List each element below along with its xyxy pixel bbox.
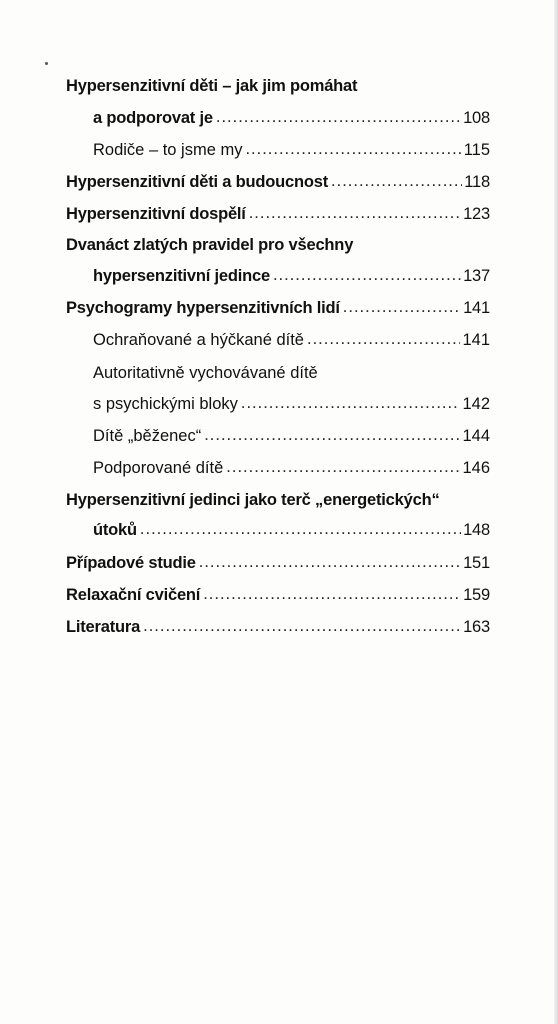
dot-leader: [204, 423, 460, 447]
toc-entry-title: Literatura: [66, 618, 141, 636]
toc-page-number: 108: [463, 109, 490, 127]
toc-entry-title: a podporovat je: [93, 109, 213, 127]
toc-entry: [66, 615, 490, 639]
print-speck: [45, 62, 48, 65]
toc-page-number: 123: [463, 205, 490, 223]
dot-leader: [331, 169, 462, 193]
toc-entry-title: Relaxační cvičení: [66, 586, 201, 604]
toc-entry-title: Podporované dítě: [93, 459, 224, 477]
toc-page-number: 115: [463, 141, 490, 159]
toc-page-number: 142: [462, 395, 490, 413]
toc-page-number: 118: [464, 173, 490, 191]
dot-leader: [307, 327, 460, 351]
toc-page-number: 146: [462, 459, 490, 477]
toc-entry-title: Dvanáct zlatých pravidel pro všechny: [66, 236, 354, 254]
toc-page-number: 144: [462, 427, 490, 445]
dot-leader: [203, 582, 461, 606]
dot-leader: [245, 137, 461, 161]
toc-entry-title: Hypersenzitivní dospělí: [66, 205, 246, 223]
toc-entry-heading: [93, 361, 490, 385]
dot-leader: [226, 455, 460, 479]
toc-entry: [66, 296, 490, 320]
toc-entry-title: Hypersenzitivní děti a budoucnost: [66, 173, 329, 191]
toc-entry-title: s psychickými bloky: [93, 395, 238, 413]
dot-leader: [241, 391, 461, 415]
toc-entry: [66, 551, 490, 575]
toc-entry-title: Rodiče – to jsme my: [93, 141, 243, 159]
toc-entry-title: hypersenzitivní jedince: [93, 267, 270, 285]
toc-page-number: 141: [463, 299, 490, 317]
dot-leader: [216, 105, 461, 129]
toc-entry-title: Dítě „běženec“: [93, 427, 202, 445]
dot-leader: [140, 517, 461, 541]
toc-page-number: 148: [463, 521, 490, 539]
toc-entry: [93, 328, 490, 352]
toc-entry: [66, 170, 490, 194]
toc-entry-heading: [66, 74, 490, 98]
toc-entry: [93, 518, 490, 542]
dot-leader: [273, 263, 461, 287]
toc-page-number: 141: [462, 331, 490, 349]
toc-entry-heading: [66, 488, 490, 512]
toc-entry: [93, 138, 490, 162]
dot-leader: [343, 295, 461, 319]
toc-entry-title: Psychogramy hypersenzitivních lidí: [66, 299, 340, 317]
dot-leader: [199, 550, 461, 574]
toc-entry: [93, 392, 490, 416]
toc-entry: [93, 424, 490, 448]
toc-entry: [93, 106, 490, 130]
toc-page-number: 159: [463, 586, 490, 604]
page-edge-shadow: [554, 0, 558, 1024]
toc-entry-heading: [66, 233, 490, 257]
toc-page-number: 137: [463, 267, 490, 285]
toc-entry-title: Hypersenzitivní jedinci jako terč „energetických“: [66, 491, 440, 509]
toc-entry: [66, 202, 490, 226]
toc-entry-title: Hypersenzitivní děti – jak jim pomáhat: [66, 77, 358, 95]
toc-entry-title: Autoritativně vychovávané dítě: [93, 364, 318, 382]
toc-entry: [93, 456, 490, 480]
toc-entry: [66, 583, 490, 607]
dot-leader: [249, 201, 461, 225]
dot-leader: [143, 614, 461, 638]
toc-entry-title: útoků: [93, 521, 137, 539]
toc-entry-title: Ochraňované a hýčkané dítě: [93, 331, 304, 349]
toc-entry-title: Případové studie: [66, 554, 196, 572]
toc-page-number: 163: [463, 618, 490, 636]
toc-entry: [93, 264, 490, 288]
toc-page-number: 151: [463, 554, 490, 572]
